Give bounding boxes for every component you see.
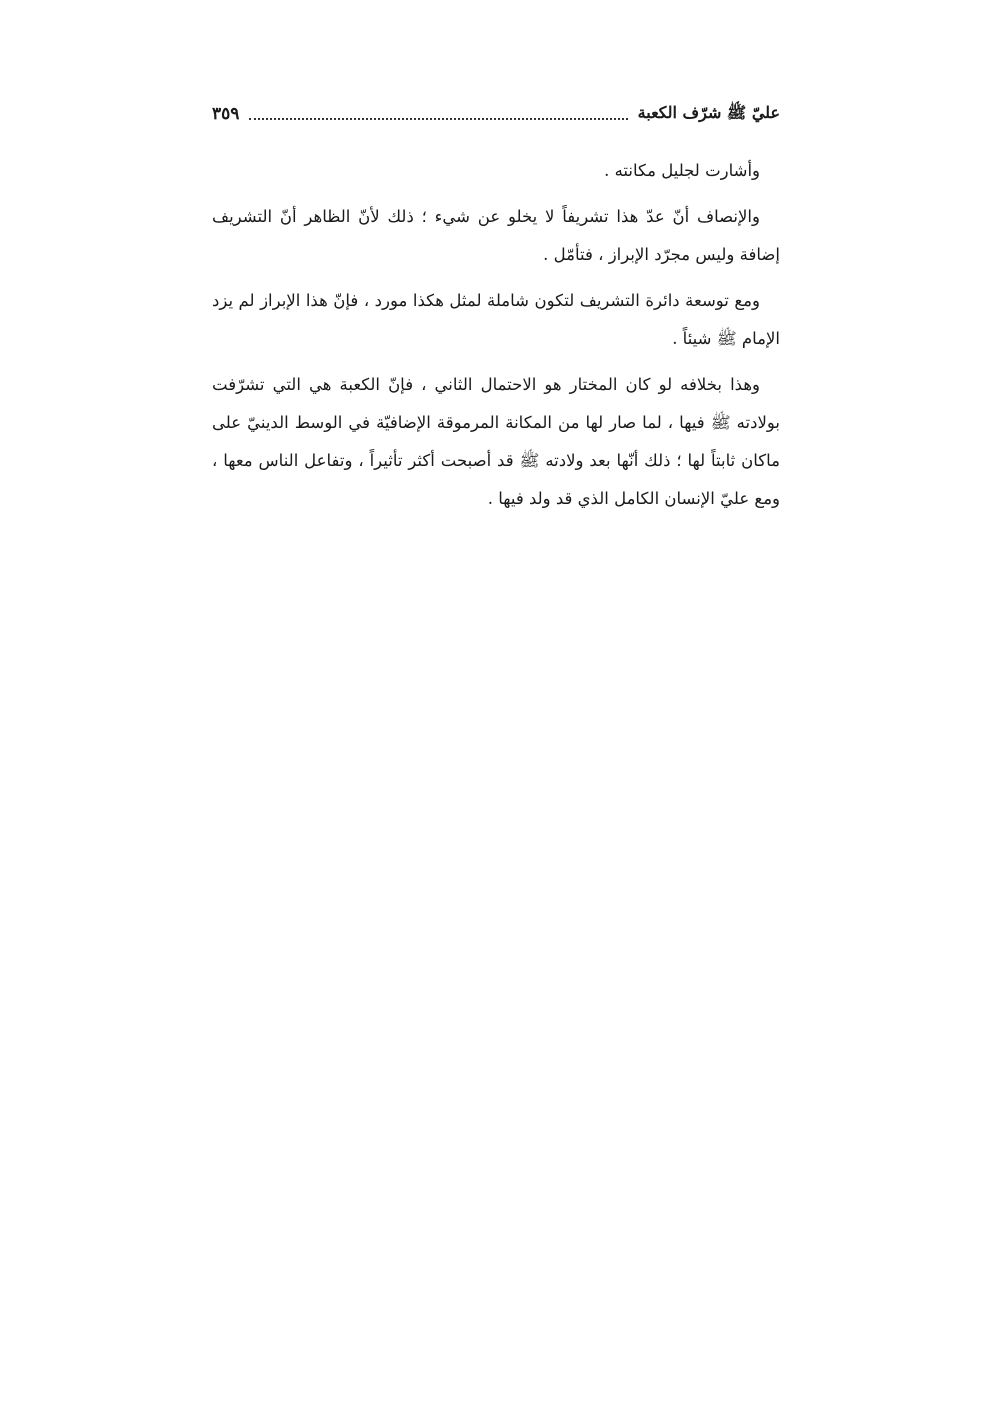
paragraph: ومع توسعة دائرة التشريف لتكون شاملة لمثل هكذا مورد ، فإنّ هذا الإبراز لم يزد الإمام ﷺ شيئاً . bbox=[212, 291, 780, 348]
paragraph: والإنصاف أنّ عدّ هذا تشريفاً لا يخلو عن شيء ؛ ذلك لأنّ الظاهر أنّ التشريف إضافة وليس مجرّد الإبراز ، فتأمّل . bbox=[212, 207, 780, 264]
paragraph: وأشارت لجليل مكانته . bbox=[604, 161, 760, 180]
page-header bbox=[212, 100, 780, 128]
page-number: ٣٥٩ bbox=[212, 104, 240, 124]
paragraph: وهذا بخلافه لو كان المختار هو الاحتمال الثاني ، فإنّ الكعبة هي التي تشرّفت بولادته ﷺ فيها ، لما صار لها من المكانة المرموقة الإضافيّة في الوسط الدينيّ على ماكان ثابتاً لها ؛ ذلك أنّها بعد ولادته ﷺ قد أصبحت أكثر تأثيراً ، وتفاعل الناس معها ، ومع عليّ الإنسان الكامل الذي قد ولد فيها . bbox=[212, 375, 780, 508]
dot-leader bbox=[249, 118, 627, 120]
body-text bbox=[212, 152, 780, 526]
running-title: عليّ ﷺ شرّف الكعبة bbox=[637, 102, 780, 122]
